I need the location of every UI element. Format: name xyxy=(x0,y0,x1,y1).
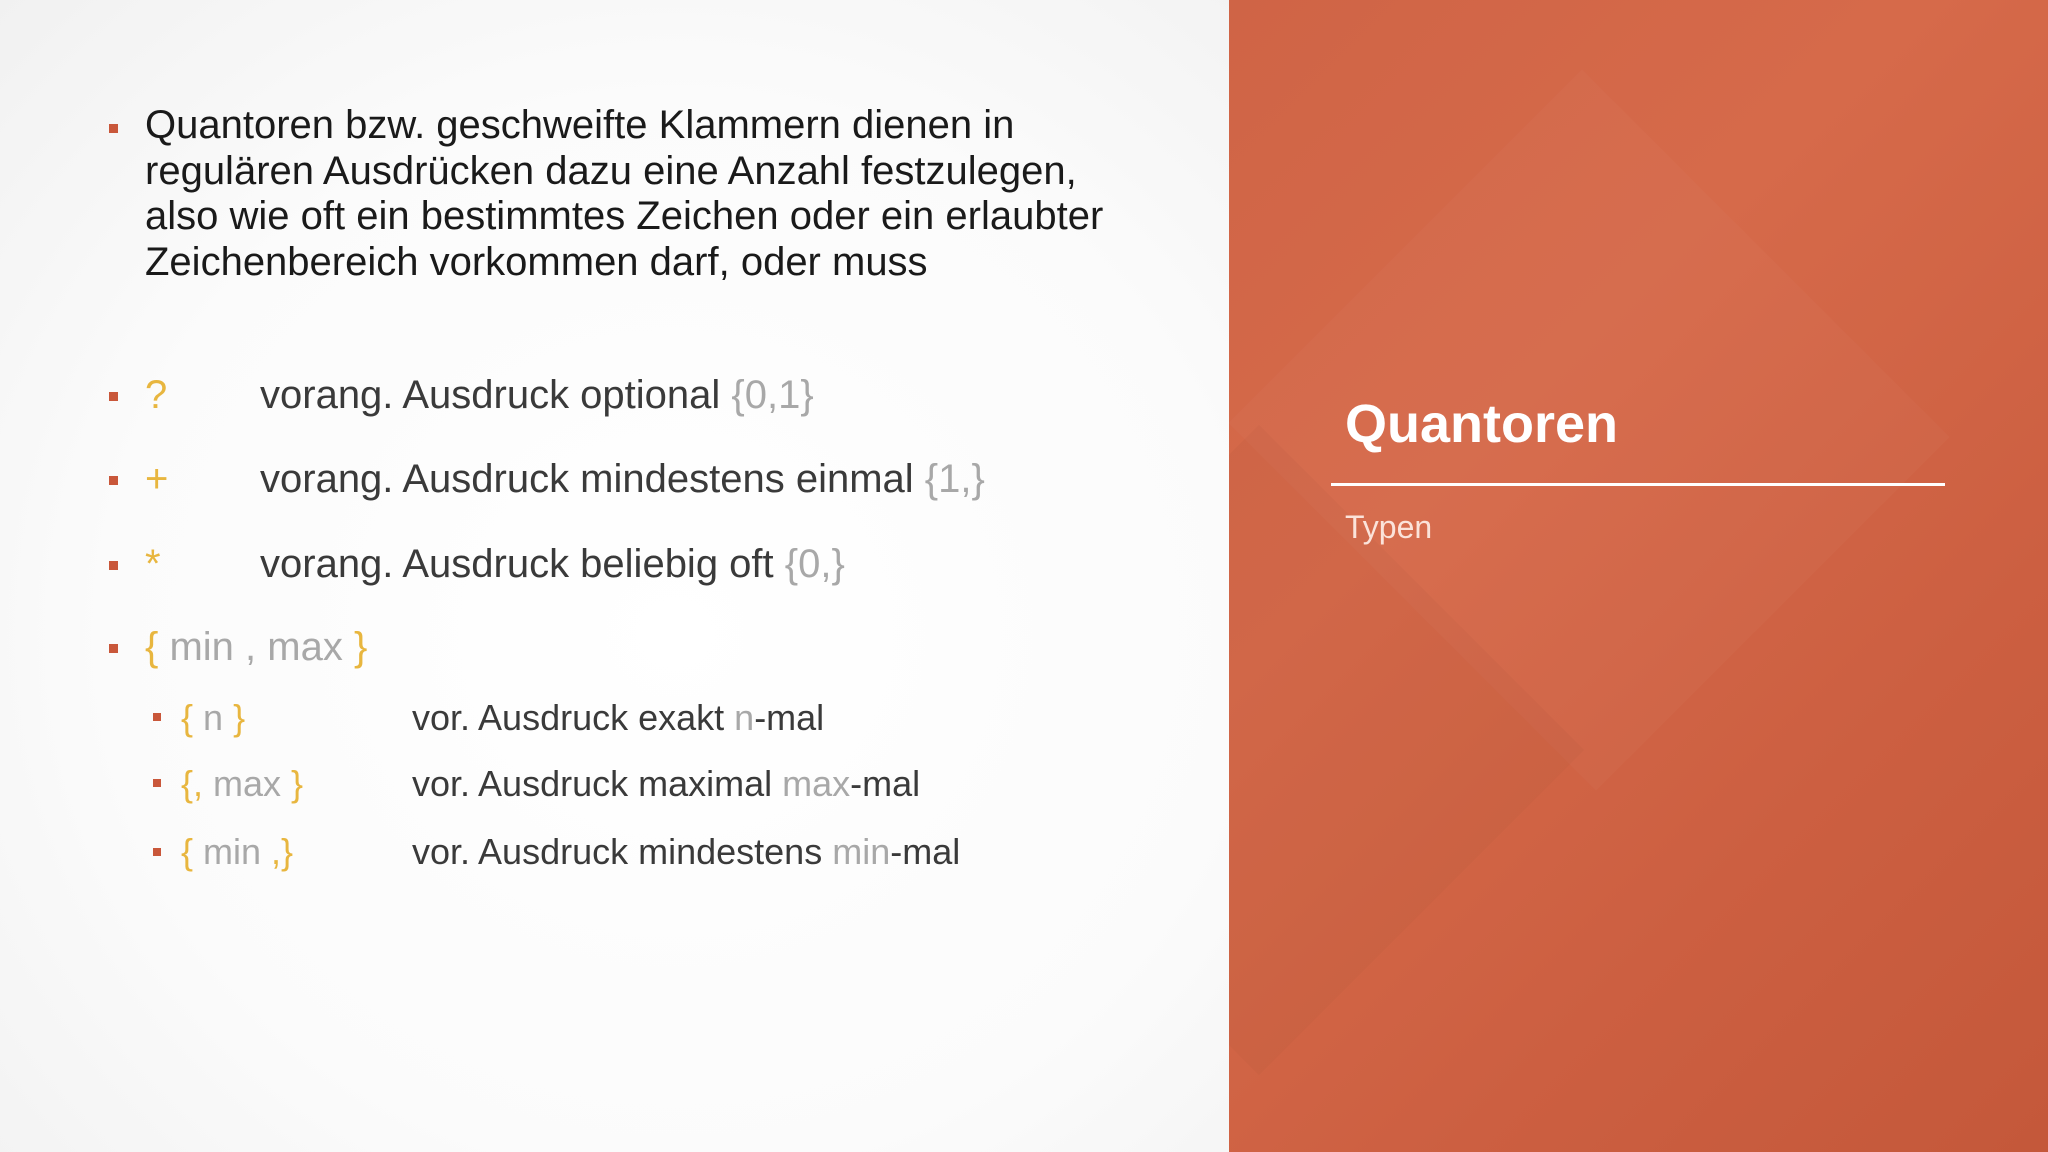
sub-desc-suffix: -mal xyxy=(754,697,825,738)
sub-symbol-inner: max xyxy=(203,763,292,804)
sub-description-max xyxy=(412,763,920,805)
title-divider xyxy=(1331,483,1945,486)
intro-paragraph: Quantoren bzw. geschweifte Klammern dienen in regulären Ausdrücken dazu eine Anzahl festzulegen, also wie oft ein bestimmtes Zeichen oder ein erlaubter Zeichenbereich vorkommen darf, oder muss xyxy=(145,103,1104,284)
sub-desc-var: min xyxy=(832,831,891,872)
quantifier-equivalent: {1,} xyxy=(924,457,985,501)
quantifier-row-optional xyxy=(260,373,814,418)
sub-bullet-marker xyxy=(153,779,161,787)
brace-close: } xyxy=(353,625,368,669)
braces-heading xyxy=(145,625,367,670)
quantifier-description: vorang. Ausdruck mindestens einmal xyxy=(260,457,914,501)
sub-symbol-exact xyxy=(181,697,245,739)
quantifier-symbol-plus: + xyxy=(145,457,169,501)
sub-desc-var: max xyxy=(782,763,851,804)
quantifier-row-star xyxy=(260,542,845,587)
sub-symbol-inner: min xyxy=(193,831,272,872)
sub-desc-prefix: vor. Ausdruck mindestens xyxy=(412,831,833,872)
sub-symbol-open: { xyxy=(181,697,194,738)
bullet-marker xyxy=(109,476,118,485)
brace-open: { xyxy=(145,625,159,669)
sub-desc-suffix: -mal xyxy=(850,763,921,804)
quantifier-symbol-optional: ? xyxy=(145,373,168,417)
sub-description-min xyxy=(412,831,960,873)
sub-symbol-max xyxy=(181,763,303,805)
slide-subtitle: Typen xyxy=(1345,509,1433,545)
quantifier-description: vorang. Ausdruck beliebig oft xyxy=(260,542,774,586)
sub-symbol-open: { xyxy=(181,831,194,872)
bullet-marker xyxy=(109,124,118,133)
bullet-marker xyxy=(109,644,118,653)
quantifier-equivalent: {0,} xyxy=(784,542,845,586)
sub-symbol-open: {, xyxy=(181,763,204,804)
braces-label: min , max xyxy=(158,625,354,669)
slide-title: Quantoren xyxy=(1345,394,1619,454)
sub-desc-suffix: -mal xyxy=(890,831,961,872)
sub-symbol-min xyxy=(181,831,293,873)
sub-desc-prefix: vor. Ausdruck maximal xyxy=(412,763,783,804)
quantifier-equivalent: {0,1} xyxy=(731,373,814,417)
quantifier-row-plus xyxy=(260,457,985,502)
sub-symbol-close: } xyxy=(233,697,246,738)
bullet-marker xyxy=(109,392,118,401)
quantifier-symbol-star: * xyxy=(145,542,161,586)
sub-bullet-marker xyxy=(153,713,161,721)
sub-symbol-close: } xyxy=(291,763,304,804)
sub-desc-var: n xyxy=(734,697,755,738)
bullet-marker xyxy=(109,561,118,570)
title-panel xyxy=(1229,0,2048,1152)
sub-symbol-inner: n xyxy=(193,697,234,738)
quantifier-description: vorang. Ausdruck optional xyxy=(260,373,721,417)
sub-desc-prefix: vor. Ausdruck exakt xyxy=(412,697,735,738)
sub-symbol-close: ,} xyxy=(271,831,294,872)
sub-description-exact xyxy=(412,697,824,739)
sub-bullet-marker xyxy=(153,848,161,856)
